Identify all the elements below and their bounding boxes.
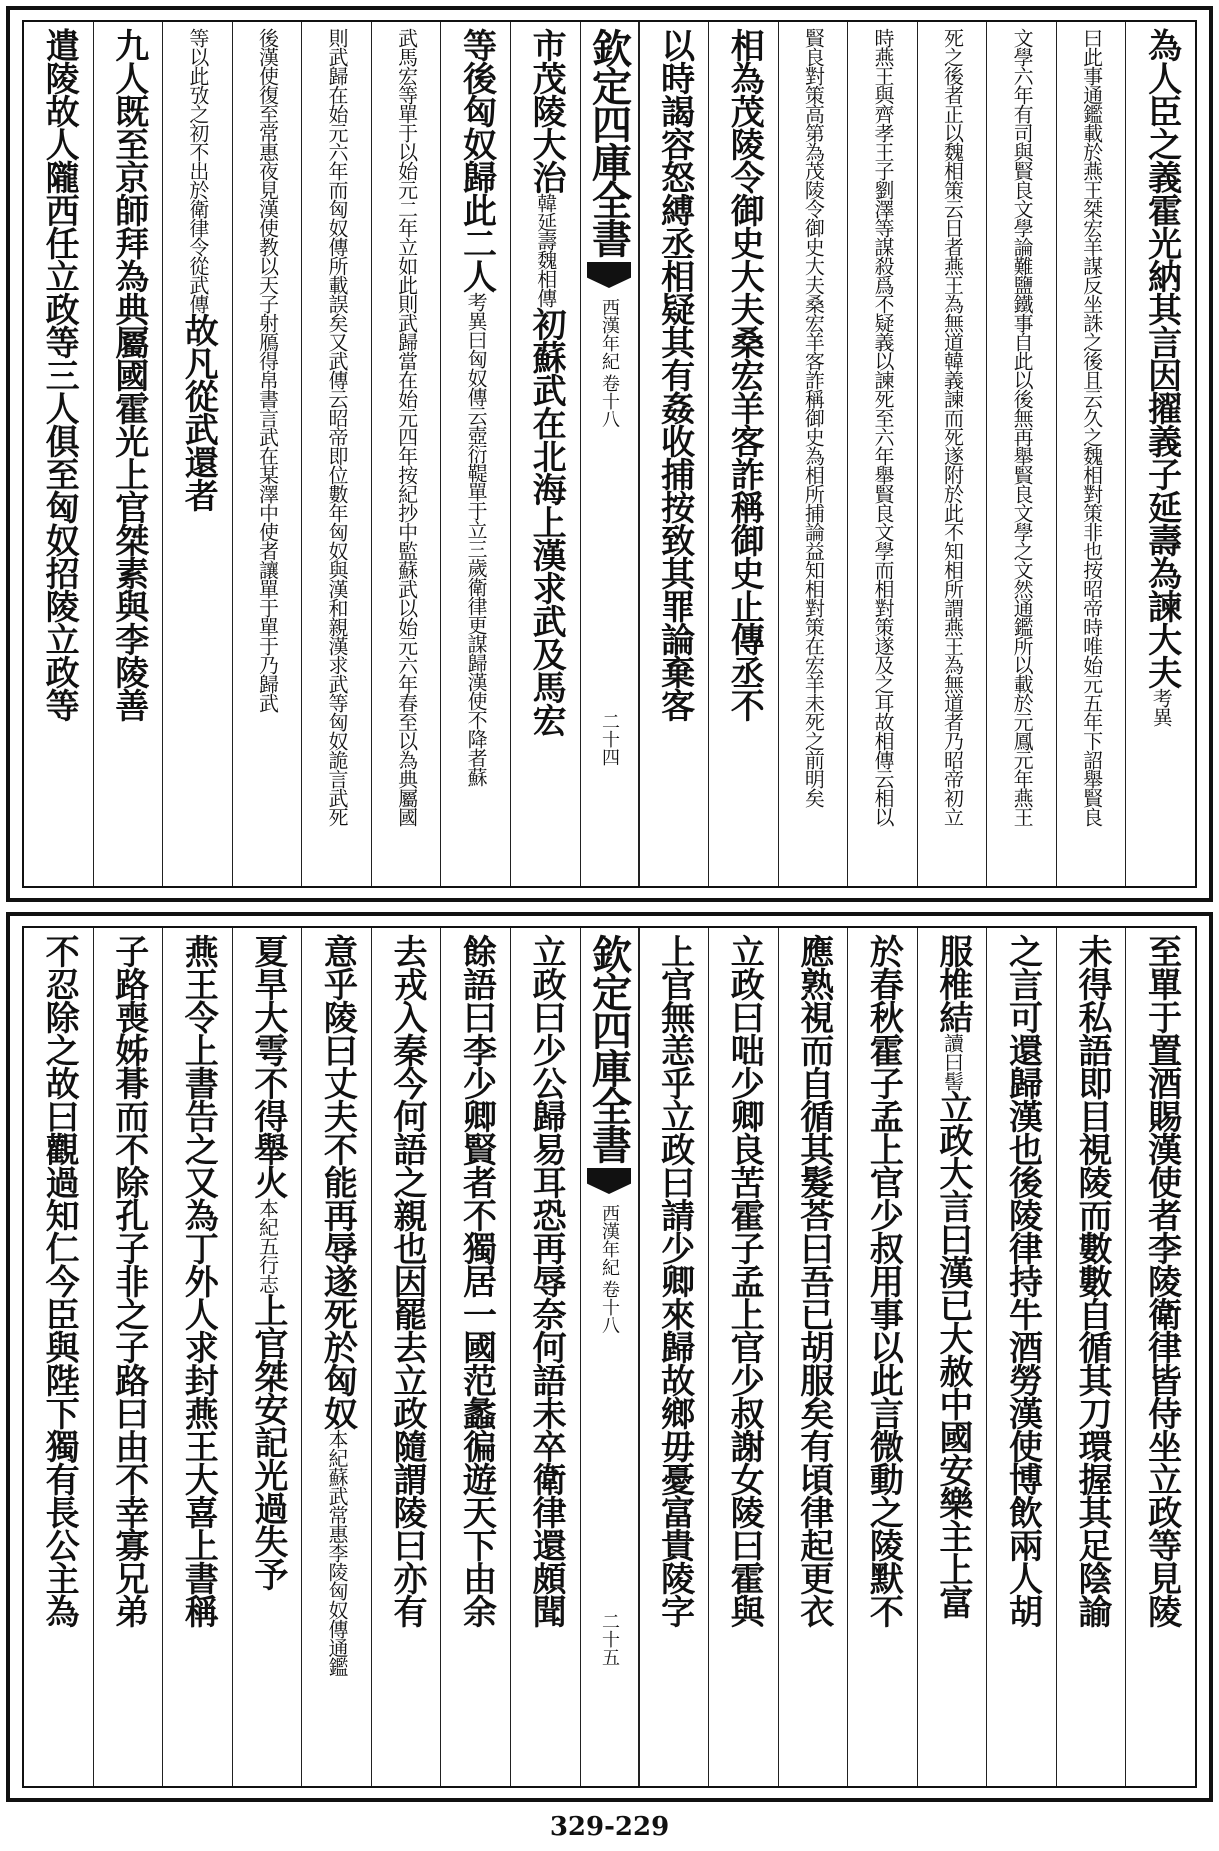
top-col-14: 等以此攷之初不出於衛律令從武傳 故凡從武還者 [162,22,232,886]
top-col-15: 九人既至京師拜為典屬國霍光上官桀素與李陵善 [93,22,163,886]
bottom-col-1: 至單于置酒賜漢使者李陵衛律皆侍坐立政等見陵 [1125,928,1195,1786]
top-page-number: 二十四 [599,712,620,766]
top-col-5: 時燕王與齊孝王子劉澤等謀殺爲不疑義以諫死至六年舉賢良文學而相對策遂及之耳故相傳云相以 [847,22,917,886]
bottom-col-9: 立政曰少公歸易耳恐再辱奈何語未卒衛律還頗聞 [510,928,580,1786]
top-col-4: 死之後者正以魏相策云日者燕王為無道韓義諫而死遂附於此不知相所謂燕王為無道者乃昭帝初立 [917,22,987,886]
top-chapter: 卷十八 [599,374,620,428]
top-col-1: 為人臣之義霍光納其言因擢義子延壽為諫大夫 考異 [1125,22,1195,886]
top-col-2: 曰此事通鑑載於燕王桀宏羊謀反坐誅之後且云久之魏相對策非也按昭帝時唯始元五年下詔舉賢良 [1056,22,1126,886]
bottom-col-6: 應熟視而自循其髮荅曰吾已胡服矣有頃律起更衣 [778,928,848,1786]
bottom-col-15: 子路喪姊朞而不除孔子非之子路曰由不幸寡兄弟 [93,928,163,1786]
top-volume: 西漢年紀 [599,298,620,370]
top-col-7: 相為茂陵令御史大夫桑宏羊客詐稱御史止傳丞不 [708,22,778,886]
bottom-chapter: 卷十八 [599,1280,620,1334]
fish-tail-icon [587,262,631,288]
bottom-center-header [580,928,639,1786]
top-col-6: 賢良對策高第為茂陵令御史大夫桑宏羊客詐稱御史為相所捕論益知相對策在宏羊未死之前明矣 [778,22,848,886]
top-col-13: 後漢使復至常惠夜見漢使教以天子射鴈得帛書言武在某澤中使者讓單于單于乃歸武 [232,22,302,886]
top-col-11: 武馬宏等單于以始元二年立如此則武歸當在始元四年按紀抄中監蘇武以始元六年春至以為典屬國 [371,22,441,886]
bottom-col-8: 上官無恙乎立政曰請少卿來歸故鄉毋憂富貴陵字 [639,928,709,1786]
top-page-columns [22,20,1197,888]
bottom-col-2: 未得私語即目視陵而數數自循其刀環握其足陰諭 [1056,928,1126,1786]
top-col-3: 文學六年有司與賢良文學論難鹽鐵事自此以後無再舉賢良文學之文然通鑑所以載於元鳳元年燕王 [986,22,1056,886]
page-id-footer: 329-229 [549,1812,670,1842]
fish-tail-icon [587,1168,631,1194]
top-col-8: 以時謁容怒縛丞相疑其有姦收捕按致其罪論棄客 [639,22,709,886]
bottom-page-panel [6,912,1213,1802]
bottom-volume: 西漢年紀 [599,1204,620,1276]
top-col-16: 遣陵故人隴西任立政等三人俱至匈奴招陵立政等 [39,28,80,721]
bottom-col-16: 不忍除之故曰觀過知仁今臣與陛下獨有長公主為 [39,934,80,1627]
top-col-9: 市茂陵大治 韓延壽魏相傳 初蘇武在北海上漢求武及馬宏 [510,22,580,886]
top-col-10: 等後匈奴歸此二人 考異曰匈奴傳云壺衍鞮單于立三歲衛律更謀歸漢使不降者蘇 [440,22,510,886]
bottom-col-11: 去戎入秦今何語之親也因罷去立政隨謂陵曰亦有 [371,928,441,1786]
top-center-header [580,22,639,886]
bottom-col-4: 服椎結 讀曰髻 立政大言曰漢已大赦中國安樂主上富 [917,928,987,1786]
bottom-col-3: 之言可還歸漢也後陵律持牛酒勞漢使博飲兩人胡 [986,928,1056,1786]
bottom-col-12: 意乎陵曰丈夫不能再辱遂死於匈奴 本紀蘇武常惠李陵匈奴傳通鑑 [301,928,371,1786]
top-page-panel [6,6,1213,902]
top-col-12: 則武歸在始元六年而匈奴傳所載誤矣又武傳云昭帝即位數年匈奴與漢和親漢求武等匈奴詭言武死 [301,22,371,886]
bottom-page-number: 二十五 [599,1612,620,1666]
bottom-col-13: 夏旱大雩不得舉火 本紀五行志 上官桀安記光過失予 [232,928,302,1786]
bottom-page-columns [22,926,1197,1788]
bottom-col-7: 立政曰咄少卿良苦霍子孟上官少叔謝女陵曰霍與 [708,928,778,1786]
bottom-book-title: 欽定四庫全書 [585,934,633,1162]
bottom-col-5: 於春秋霍子孟上官少叔用事以此言微動之陵默不 [847,928,917,1786]
top-book-title: 欽定四庫全書 [585,28,633,256]
bottom-col-14: 燕王令上書告之又為丁外人求封燕王大喜上書稱 [162,928,232,1786]
bottom-col-10: 餘語曰李少卿賢者不獨居一國范蠡徧遊天下由余 [440,928,510,1786]
